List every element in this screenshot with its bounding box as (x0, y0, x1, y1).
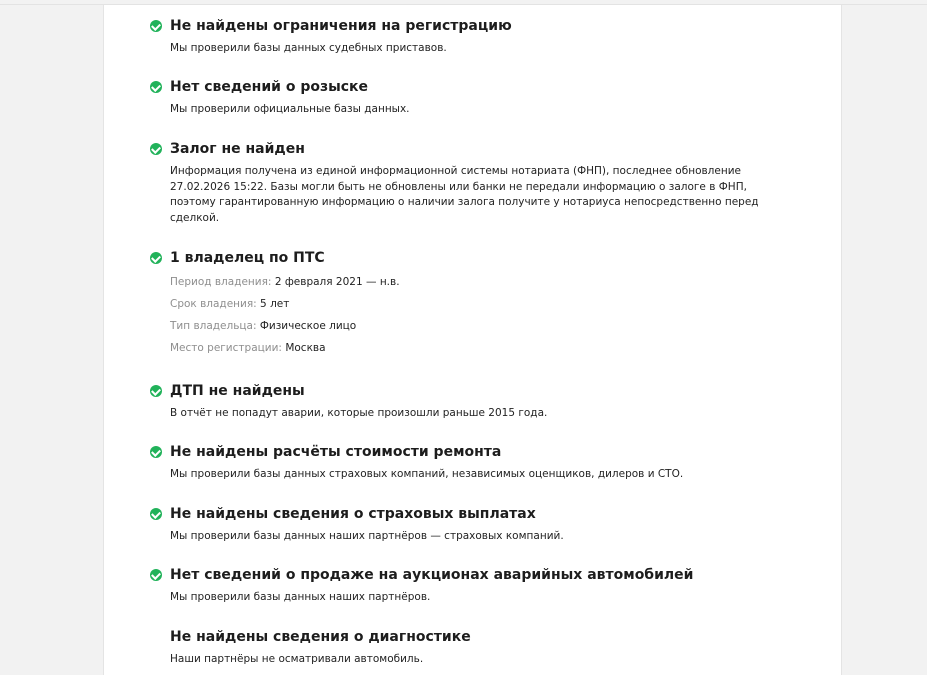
field-value: 5 лет (260, 298, 290, 310)
result-title: Нет сведений о розыске (170, 79, 369, 95)
result-description: Мы проверили базы данных наших партнёров — страховых компаний. (170, 530, 564, 542)
field-value: Физическое лицо (259, 320, 357, 332)
result-title: Не найдены сведения о страховых выплатах (170, 506, 536, 522)
result-description: Мы проверили базы данных судебных приставов. (170, 42, 447, 54)
result-title: Залог не найден (170, 141, 305, 157)
result-title: Нет сведений о продаже на аукционах аварийных автомобилей (170, 567, 694, 583)
owner-field-duration (170, 297, 289, 311)
check-circle-icon (150, 20, 162, 32)
result-description: Мы проверили официальные базы данных. (170, 103, 410, 115)
owner-field-period (170, 275, 400, 289)
result-title: 1 владелец по ПТС (170, 250, 325, 266)
check-circle-icon (150, 252, 162, 264)
field-label: Место регистрации: (170, 342, 282, 354)
check-circle-icon (150, 446, 162, 458)
check-circle-icon (150, 508, 162, 520)
check-circle-icon (150, 81, 162, 93)
result-description: Мы проверили базы данных страховых компаний, независимых оценщиков, дилеров и СТО. (170, 468, 684, 480)
result-title: ДТП не найдены (170, 383, 305, 399)
check-circle-icon (150, 143, 162, 155)
check-circle-icon (150, 569, 162, 581)
check-circle-icon (150, 385, 162, 397)
field-label: Срок владения: (170, 298, 257, 310)
result-description: Наши партнёры не осматривали автомобиль. (170, 653, 424, 665)
owner-field-location (170, 341, 326, 355)
result-title: Не найдены ограничения на регистрацию (170, 18, 512, 34)
result-title: Не найдены расчёты стоимости ремонта (170, 444, 502, 460)
result-description: Мы проверили базы данных наших партнёров. (170, 591, 431, 603)
result-title: Не найдены сведения о диагностике (170, 629, 471, 645)
result-description: В отчёт не попадут аварии, которые произошли раньше 2015 года. (170, 407, 548, 419)
field-label: Тип владельца: (170, 320, 257, 332)
report-card (103, 5, 842, 675)
field-value: Москва (285, 342, 326, 354)
owner-field-type (170, 319, 356, 333)
field-label: Период владения: (170, 276, 272, 288)
result-description: Информация получена из единой информационной системы нотариата (ФНП), последнее обновление 27.02.2026 15:22. Базы могли быть не обновлены или банки не передали информацию о залоге в ФНП, поэтому гарантированную информацию о наличии залога получите у нотариуса непосредственно перед сделкой. (170, 165, 759, 224)
field-value: 2 февраля 2021 — н.в. (274, 276, 400, 288)
